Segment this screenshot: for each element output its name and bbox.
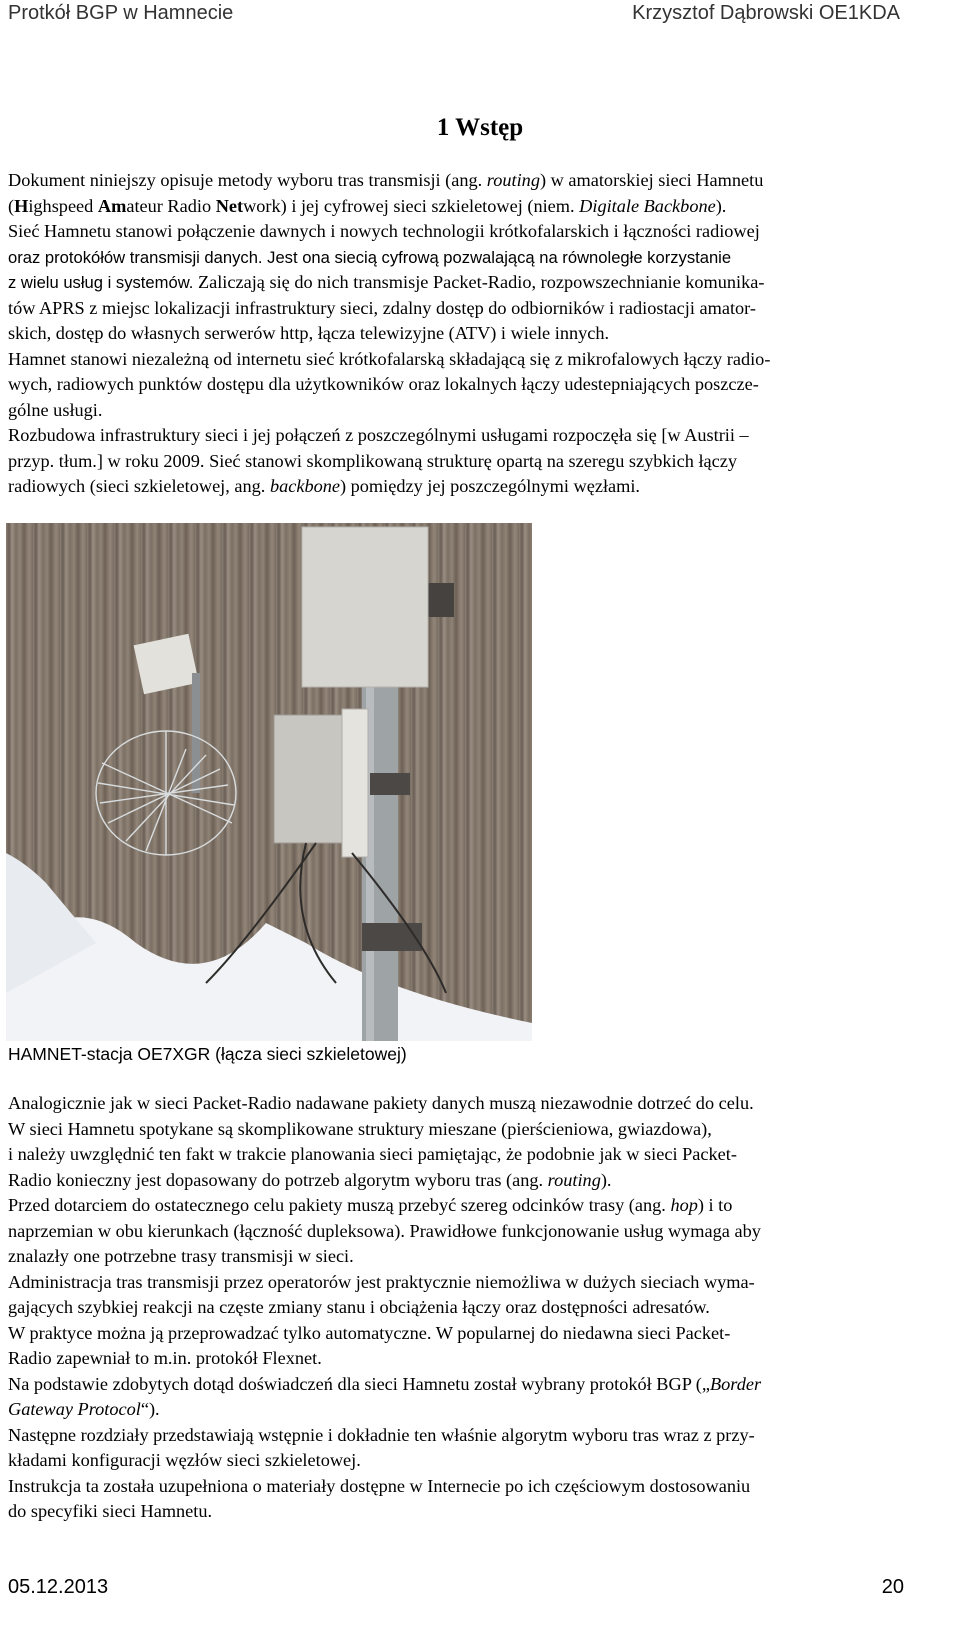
text-line: gólne usługi. bbox=[8, 399, 103, 420]
text-line: kładami konfiguracji węzłów sieci szkieletowej. bbox=[8, 1450, 361, 1470]
header-author: Krzysztof Dąbrowski OE1KDA bbox=[632, 2, 900, 24]
text-line: W praktyce można ją przeprowadzać tylko automatyczne. W popularnej do niedawna sieci Packet- bbox=[8, 1322, 731, 1343]
section-heading: 1 Wstęp bbox=[436, 114, 524, 141]
text-line: Instrukcja ta została uzupełniona o materiały dostępne w Internecie po ich częściowym dostosowaniu bbox=[8, 1475, 751, 1496]
text-line: z wielu usług i systemów. Zaliczają się do nich transmisje Packet-Radio, rozpowszechnianie komunika- bbox=[8, 272, 765, 292]
text-line: do specyfiki sieci Hamnetu. bbox=[8, 1501, 213, 1521]
text-line: znalazły one potrzebne trasy transmisji w sieci. bbox=[8, 1246, 354, 1266]
text-line: Na podstawie zdobytych dotąd doświadczeń dla sieci Hamnetu został wybrany protokół BGP („Border bbox=[8, 1373, 762, 1394]
text-line: wych, radiowych punktów dostępu dla użytkowników oraz lokalnych łączy udestepniających poszcze- bbox=[8, 374, 759, 394]
text-line: Przed dotarciem do ostatecznego celu pakiety muszą przebyć szereg odcinków trasy (ang. hop) i to bbox=[8, 1195, 733, 1215]
footer-date: 05.12.2013 bbox=[8, 1576, 109, 1598]
text-line: gających szybkiej reakcji na częste zmiany stanu i obciążenia łączy oraz dostępności adresatów. bbox=[8, 1297, 710, 1317]
intro-text bbox=[8, 168, 938, 500]
text-line: Dokument niniejszy opisuje metody wyboru tras transmisji (ang. routing) w amatorskiej sieci Hamnetu bbox=[8, 170, 764, 190]
text-line: skich, dostęp do własnych serwerów http, łącza telewizyjne (ATV) i wiele innych. bbox=[8, 323, 610, 343]
text-line: radiowych (sieci szkieletowej, ang. backbone) pomiędzy jej poszczególnymi węzłami. bbox=[8, 476, 641, 496]
text-line: tów APRS z miejsc lokalizacji infrastruktury sieci, zdalny dostęp do odbiorników i radiostacji amator- bbox=[8, 297, 756, 318]
text-line: Sieć Hamnetu stanowi połączenie dawnych i nowych technologii krótkofalarskich i łączności radiowej bbox=[8, 221, 760, 241]
station-photo bbox=[6, 523, 532, 1041]
text-line: Rozbudowa infrastruktury sieci i jej połączeń z poszczególnymi usługami rozpoczęła się [w Austrii – bbox=[8, 425, 749, 445]
text-line: Radio zapewniał to m.in. protokół Flexnet. bbox=[8, 1348, 322, 1368]
text-line: przyp. tłum.] w roku 2009. Sieć stanowi skomplikowaną strukturę opartą na szeregu szybkich łączy bbox=[8, 450, 738, 471]
text-line: Gateway Protocol“). bbox=[8, 1399, 160, 1419]
header-title: Protkół BGP w Hamnecie bbox=[8, 2, 234, 24]
text-line: i należy uwzględnić ten fakt w trakcie planowania sieci pamiętając, że podobnie jak w sieci Packet- bbox=[8, 1144, 737, 1164]
text-line: naprzemian w obu kierunkach (łączność dupleksowa). Prawidłowe funkcjonowanie usług wymaga aby bbox=[8, 1220, 761, 1241]
main-text bbox=[8, 1091, 938, 1525]
text-line: Hamnet stanowi niezależną od internetu sieć krótkofalarską składającą się z mikrofalowych łączy radio- bbox=[8, 348, 771, 369]
photo-caption: HAMNET-stacja OE7XGR (łącza sieci szkieletowej) bbox=[8, 1044, 407, 1064]
text-line: oraz protokółów transmisji danych. Jest ona siecią cyfrową pozwalającą na równoległe korzystanie bbox=[8, 247, 732, 267]
text-line: Administracja tras transmisji przez operatorów jest praktycznie niemożliwa w dużych sieciach wyma- bbox=[8, 1271, 755, 1292]
page-number: 20 bbox=[881, 1576, 904, 1598]
text-line: Następne rozdziały przedstawiają wstępnie i dokładnie ten właśnie algorytm wyboru tras wraz z przy- bbox=[8, 1424, 755, 1445]
text-line: Radio konieczny jest dopasowany do potrzeb algorytm wyboru tras (ang. routing). bbox=[8, 1169, 612, 1190]
text-line: (Highspeed Amateur Radio Network) i jej cyfrowej sieci szkieletowej (niem. Digitale Backbone). bbox=[8, 195, 727, 216]
text-line: Analogicznie jak w sieci Packet-Radio nadawane pakiety danych muszą niezawodnie dotrzeć do celu. bbox=[8, 1093, 754, 1113]
text-line: W sieci Hamnetu spotykane są skomplikowane struktury mieszane (pierścieniowa, gwiazdowa), bbox=[8, 1118, 712, 1139]
